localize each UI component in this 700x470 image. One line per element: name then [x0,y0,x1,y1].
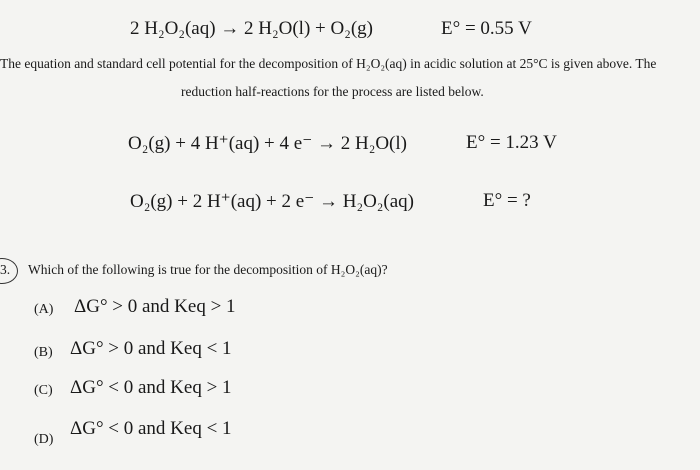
choice-d-text[interactable]: ΔG° < 0 and Keq < 1 [70,418,232,439]
choice-a-text[interactable]: ΔG° > 0 and Keq > 1 [74,296,236,317]
half-reaction-2-potential: E° = ? [483,190,531,211]
intro-line-1: The equation and standard cell potential for the decomposition of H₂O₂(aq) in acidic solution at 25°C is given above. The [0,56,657,71]
overall-equation [130,18,373,40]
half-reaction-1-potential: E° = 1.23 V [466,132,557,153]
choice-a-letter[interactable]: (A) [34,302,54,317]
choice-d-letter[interactable]: (D) [34,432,54,447]
question-text: Which of the following is true for the decomposition of H₂O₂(aq)? [28,262,388,277]
overall-potential: E° = 0.55 V [441,18,532,39]
choice-b-letter[interactable]: (B) [34,345,53,360]
bleed-through-text [40,120,43,135]
question-number: 3. [0,262,11,277]
half-reaction-2: O₂(g) + 2 H⁺(aq) + 2 e⁻ → H₂O₂(aq) [130,191,415,212]
intro-line-2: reduction half-reactions for the process are listed below. [181,84,484,99]
half-reaction-1: O₂(g) + 4 H⁺(aq) + 4 e⁻ → 2 H₂O(l) [128,133,407,154]
choice-c-text[interactable]: ΔG° < 0 and Keq > 1 [70,377,232,398]
choice-b-text[interactable]: ΔG° > 0 and Keq < 1 [70,338,232,359]
choice-c-letter[interactable]: (C) [34,383,53,398]
question-number-circle [0,258,18,284]
overall-equation-text: 2 H₂O₂(aq) → 2 H₂O(l) + O₂(g) [130,18,373,39]
